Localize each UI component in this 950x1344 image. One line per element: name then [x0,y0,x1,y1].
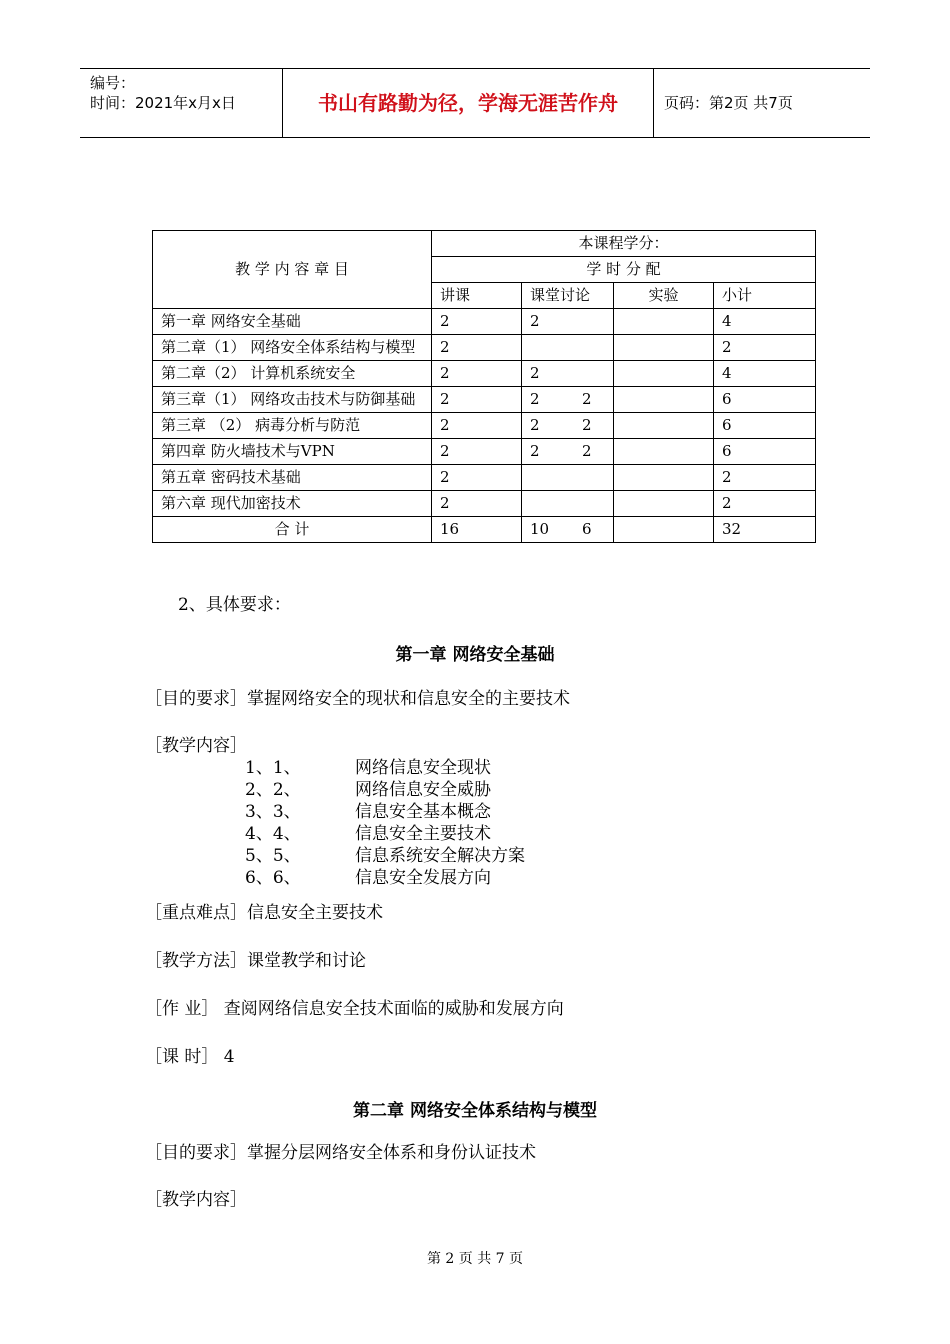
row-chapter: 第四章 防火墙技术与VPN [153,439,432,465]
total-lab [614,517,714,543]
page-footer: 第 2 页 共 7 页 [426,1251,524,1267]
row-discussion-value: 2 [530,312,540,330]
chapter2-content-label: ［教学内容］ [145,1190,247,1210]
row-discussion [522,465,614,491]
row-total: 2 [714,491,816,517]
list-item: 信息安全发展方向 [355,868,491,888]
table-row [153,439,816,465]
row-lecture: 2 [432,439,522,465]
page-header [80,68,870,138]
row-lab [614,491,714,517]
total-discussion-extra: 6 [582,520,592,538]
row-discussion [522,335,614,361]
row-discussion-value: 2 [530,364,540,382]
row-discussion [522,309,614,335]
row-discussion [522,361,614,387]
list-item-number: 1、1、 [245,758,301,778]
row-discussion-value: 2 [530,416,540,434]
row-discussion-value: 2 [530,442,540,460]
credit-label: 本课程学分： [432,231,816,257]
row-chapter: 第三章（1） 网络攻击技术与防御基础 [153,387,432,413]
row-chapter: 第三章 （2） 病毒分析与防范 [153,413,432,439]
list-item: 信息安全基本概念 [355,802,491,822]
row-total: 4 [714,361,816,387]
chapter1-hours: ［课 时］ 4 [145,1047,235,1067]
chapter1-goal: ［目的要求］掌握网络安全的现状和信息安全的主要技术 [145,689,570,709]
chapter2-title: 第二章 网络安全体系结构与模型 [353,1101,597,1121]
hours-label: 学 时 分 配 [432,257,816,283]
subcol-discussion: 课堂讨论 [522,283,614,309]
time-label: 时间：2021年x月x日 [90,94,236,112]
chapter1-homework: ［作 业］ 查阅网络信息安全技术面临的威胁和发展方向 [145,999,564,1019]
row-chapter: 第六章 现代加密技术 [153,491,432,517]
row-lab [614,465,714,491]
row-total: 4 [714,309,816,335]
row-lab [614,387,714,413]
row-lecture: 2 [432,309,522,335]
total-total: 32 [714,517,816,543]
chapter1-content-label: ［教学内容］ [145,736,247,756]
subcol-lab: 实验 [614,283,714,309]
total-lecture: 16 [432,517,522,543]
row-discussion-extra: 2 [582,390,592,408]
total-row [153,517,816,543]
list-item-number: 6、6、 [245,868,301,888]
row-total: 6 [714,413,816,439]
row-lab [614,413,714,439]
row-lecture: 2 [432,413,522,439]
row-lecture: 2 [432,361,522,387]
row-discussion [522,491,614,517]
row-discussion [522,387,614,413]
table-row [153,309,816,335]
code-label: 编号： [90,74,136,92]
row-lecture: 2 [432,335,522,361]
list-item: 网络信息安全现状 [355,758,491,778]
table-row [153,361,816,387]
list-item: 信息系统安全解决方案 [355,846,525,866]
row-lab [614,439,714,465]
table-row [153,335,816,361]
header-page-info: 页码：第2页 共7页 [664,94,793,112]
list-item: 网络信息安全威胁 [355,780,491,800]
hours-table [152,230,816,543]
header-meta [80,69,282,137]
row-total: 6 [714,439,816,465]
table-row [153,491,816,517]
row-chapter: 第一章 网络安全基础 [153,309,432,335]
row-lab [614,309,714,335]
row-lab [614,335,714,361]
table-row [153,413,816,439]
list-item-number: 2、2、 [245,780,301,800]
list-item-number: 5、5、 [245,846,301,866]
chapter1-title: 第一章 网络安全基础 [395,645,555,665]
table-row [153,465,816,491]
row-chapter: 第五章 密码技术基础 [153,465,432,491]
row-lecture: 2 [432,465,522,491]
row-lab [614,361,714,387]
chapter1-method: ［教学方法］课堂教学和讨论 [145,951,366,971]
row-total: 2 [714,465,816,491]
list-item: 信息安全主要技术 [355,824,491,844]
list-item-number: 4、4、 [245,824,301,844]
row-discussion-extra: 2 [582,416,592,434]
row-total: 2 [714,335,816,361]
row-lecture: 2 [432,387,522,413]
requirements-title: 2、具体要求： [178,595,291,615]
chapter1-key-points: ［重点难点］信息安全主要技术 [145,903,383,923]
subcol-total: 小计 [714,283,816,309]
row-chapter: 第二章（1） 网络安全体系结构与模型 [153,335,432,361]
row-chapter: 第二章（2） 计算机系统安全 [153,361,432,387]
row-discussion [522,439,614,465]
table-row [153,387,816,413]
row-discussion-extra: 2 [582,442,592,460]
header-motto: 书山有路勤为径，学海无涯苦作舟 [282,69,654,137]
chapter2-goal: ［目的要求］掌握分层网络安全体系和身份认证技术 [145,1143,536,1163]
total-label: 合 计 [153,517,432,543]
row-lecture: 2 [432,491,522,517]
total-discussion [522,517,614,543]
row-total: 6 [714,387,816,413]
total-discussion-value: 10 [530,520,550,538]
row-discussion-value: 2 [530,390,540,408]
row-discussion [522,413,614,439]
col-header-chapter: 教 学 内 容 章 目 [153,231,432,309]
subcol-lecture: 讲课 [432,283,522,309]
list-item-number: 3、3、 [245,802,301,822]
